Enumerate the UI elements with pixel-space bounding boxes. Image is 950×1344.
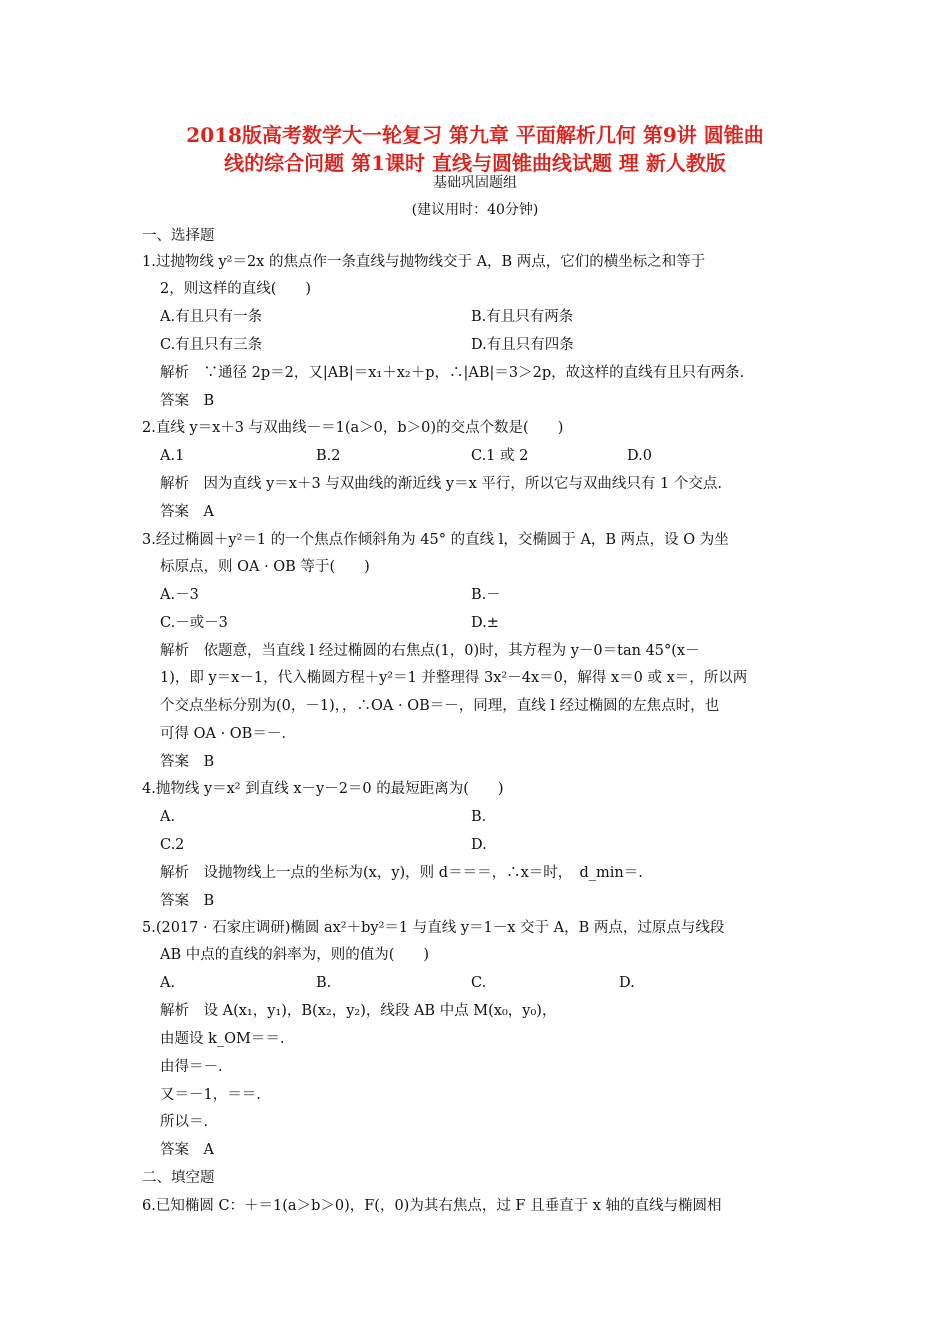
question-5-analysis-line-1: 解析 设 A(x₁，y₁)，B(x₂，y₂)，线段 AB 中点 M(x₀，y₀)， xyxy=(160,1003,557,1019)
question-3-answer: 答案 B xyxy=(160,754,215,770)
question-3-option-a: A.－3 xyxy=(160,587,199,603)
question-1-answer: 答案 B xyxy=(160,393,215,409)
question-5-answer: 答案 A xyxy=(160,1142,214,1158)
question-1-option-a: A.有且只有一条 xyxy=(160,309,263,325)
question-5-option-a: A. xyxy=(160,975,176,991)
question-2-answer: 答案 A xyxy=(160,504,214,520)
question-4-analysis: 解析 设抛物线上一点的坐标为(x，y)，则 d＝＝＝，∴x＝时， d_min＝. xyxy=(160,865,643,881)
title-line-1: 2018版高考数学大一轮复习 第九章 平面解析几何 第9讲 圆锥曲 xyxy=(186,123,764,147)
question-5-line-1: 5.(2017 · 石家庄调研)椭圆 ax²＋by²＝1 与直线 y＝1－x 交于 A，B 两点，过原点与线段 xyxy=(142,920,725,936)
question-3-analysis-line-1: 解析 依题意，当直线 l 经过椭圆的右焦点(1，0)时，其方程为 y－0＝tan 45°(x－ xyxy=(160,643,700,659)
question-1-option-b: B.有且只有两条 xyxy=(471,309,574,325)
question-4-line-1: 4.抛物线 y＝x² 到直线 x－y－2＝0 的最短距离为( ) xyxy=(142,781,504,797)
question-3-option-c: C.－或－3 xyxy=(160,615,228,631)
question-3-line-1: 3.经过椭圆＋y²＝1 的一个焦点作倾斜角为 45° 的直线 l，交椭圆于 A，B 两点，设 O 为坐 xyxy=(142,532,729,548)
question-4-option-d: D. xyxy=(471,837,487,853)
question-5-option-d: D. xyxy=(619,975,635,991)
question-6-line-1: 6.已知椭圆 C：＋＝1(a＞b＞0)，F(，0)为其右焦点，过 F 且垂直于 x 轴的直线与椭圆相 xyxy=(142,1198,722,1214)
title-line-2: 线的综合问题 第1课时 直线与圆锥曲线试题 理 新人教版 xyxy=(224,151,726,175)
question-5-analysis-line-5: 所以＝. xyxy=(160,1114,209,1130)
section-heading-choice: 一、选择题 xyxy=(142,228,215,244)
question-5-analysis-line-3: 由得＝－. xyxy=(160,1059,223,1075)
question-1-line-2: 2，则这样的直线( ) xyxy=(160,281,312,297)
question-5-line-2: AB 中点的直线的斜率为，则的值为( ) xyxy=(160,947,430,963)
question-3-analysis-line-4: 可得 OA · OB＝－. xyxy=(160,726,286,742)
question-1-analysis: 解析 ∵通径 2p＝2，又|AB|＝x₁＋x₂＋p，∴|AB|＝3＞2p，故这样的直线有且只有两条. xyxy=(160,365,745,381)
question-3-line-2: 标原点，则 OA · OB 等于( ) xyxy=(160,559,370,575)
question-2-option-c: C.1 或 2 xyxy=(471,448,529,464)
question-3-analysis-line-2: 1)，即 y＝x－1，代入椭圆方程＋y²＝1 并整理得 3x²－4x＝0，解得 x＝0 或 x＝，所以两 xyxy=(160,670,748,686)
question-5-option-b: B. xyxy=(316,975,332,991)
section-heading-fill-in: 二、填空题 xyxy=(142,1170,215,1186)
document-title xyxy=(120,121,830,177)
question-3-analysis-line-3: 个交点坐标分别为(0，－1)，，∴OA · OB＝－，同理，直线 l 经过椭圆的左焦点时，也 xyxy=(160,698,720,714)
question-2-option-d: D.0 xyxy=(627,448,652,464)
question-1-option-c: C.有且只有三条 xyxy=(160,337,263,353)
question-4-option-c: C.2 xyxy=(160,837,185,853)
question-1-option-d: D.有且只有四条 xyxy=(471,337,574,353)
question-3-option-d: D.± xyxy=(471,615,499,631)
question-4-option-b: B. xyxy=(471,809,487,825)
question-4-answer: 答案 B xyxy=(160,893,215,909)
question-5-analysis-line-2: 由题设 k_OM＝＝. xyxy=(160,1031,285,1047)
question-2-analysis: 解析 因为直线 y＝x＋3 与双曲线的渐近线 y＝x 平行，所以它与双曲线只有 1 个交点. xyxy=(160,476,722,492)
question-1-line-1: 1.过抛物线 y²＝2x 的焦点作一条直线与抛物线交于 A，B 两点，它们的横坐标之和等于 xyxy=(142,254,706,270)
question-5-option-c: C. xyxy=(471,975,487,991)
question-2-option-a: A.1 xyxy=(160,448,185,464)
question-2-option-b: B.2 xyxy=(316,448,341,464)
time-hint: (建议用时：40分钟) xyxy=(411,202,539,218)
question-3-option-b: B.－ xyxy=(471,587,501,603)
question-2-line-1: 2.直线 y＝x＋3 与双曲线－＝1(a＞0，b＞0)的交点个数是( ) xyxy=(142,420,564,436)
subtitle: 基础巩固题组 xyxy=(433,175,517,191)
question-5-analysis-line-4: 又＝－1，＝＝. xyxy=(160,1087,261,1103)
question-4-option-a: A. xyxy=(160,809,176,825)
